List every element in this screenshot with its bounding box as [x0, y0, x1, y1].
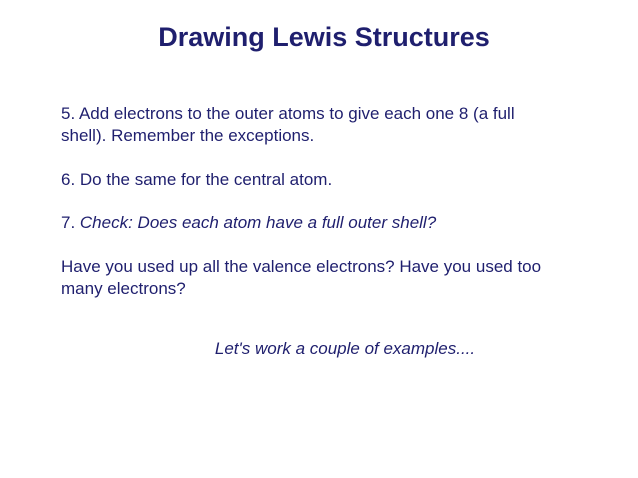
slide-title: Drawing Lewis Structures: [158, 22, 490, 52]
step-7: [61, 212, 621, 234]
questions-line-1: Have you used up all the valence electrons? Have you used too: [61, 257, 542, 276]
step-5-line-2: shell). Remember the exceptions.: [61, 126, 315, 145]
step-7-text: Check: Does each atom have a full outer shell?: [79, 213, 437, 232]
questions-line-2: many electrons?: [61, 279, 186, 298]
closing-text: Let's work a couple of examples....: [214, 339, 476, 358]
step-7-number: 7.: [61, 213, 80, 232]
step-5-line-1: 5. Add electrons to the outer atoms to give each one 8 (a full: [61, 104, 515, 123]
step-6: 6. Do the same for the central atom.: [61, 170, 333, 189]
